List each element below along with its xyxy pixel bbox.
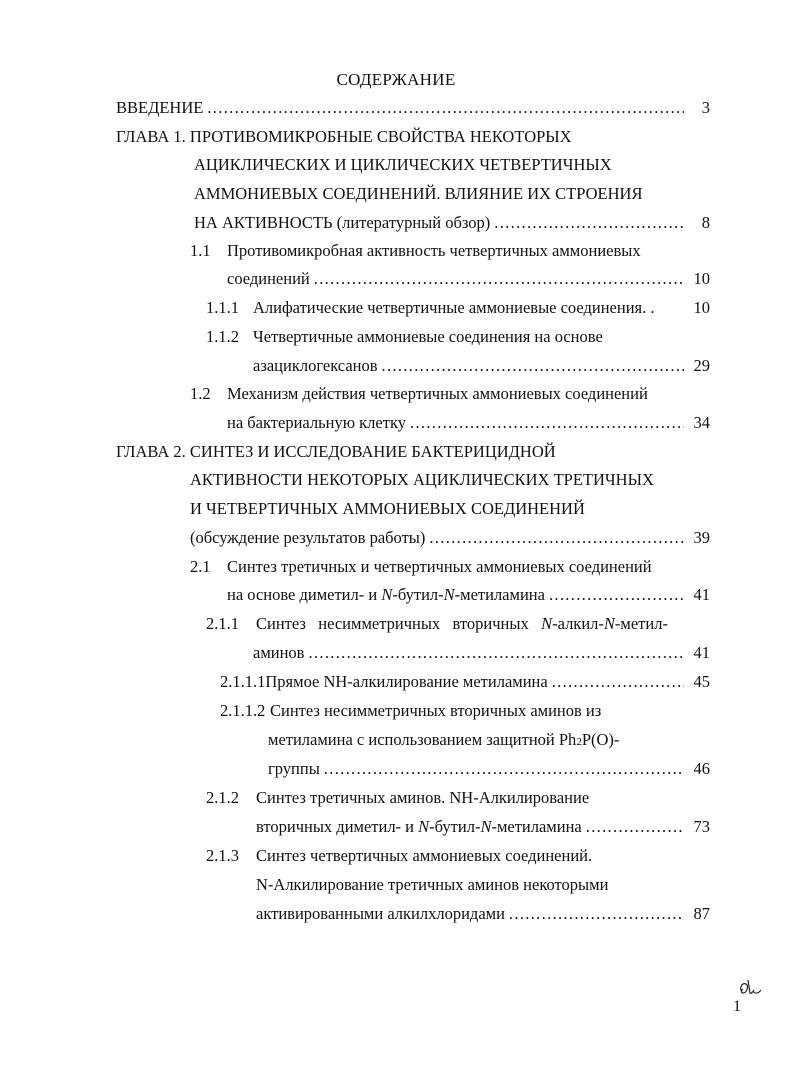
toc-page-number: 8 bbox=[701, 213, 710, 232]
toc-page-number: 39 bbox=[693, 528, 710, 547]
toc-section-2-1-2[interactable]: 2.1.2 Синтез третичных аминов. NH-Алкилирование bbox=[206, 788, 590, 807]
toc-chapter-2-title-line-2: АКТИВНОСТИ НЕКОТОРЫХ АЦИКЛИЧЕСКИХ ТРЕТИЧНЫХ bbox=[190, 470, 654, 489]
toc-section-2-1-1-2-line-2: метиламина с использованием защитной Ph 2 P(O)- bbox=[268, 730, 620, 749]
toc-page-number: 73 bbox=[693, 817, 710, 836]
toc-page-number: 29 bbox=[693, 356, 710, 375]
toc-chapter-1-title-line-2: АЦИКЛИЧЕСКИХ И ЦИКЛИЧЕСКИХ ЧЕТВЕРТИЧНЫХ bbox=[194, 155, 612, 174]
toc-section-1-2[interactable]: 1.2 Механизм действия четвертичных аммониевых соединений bbox=[190, 384, 648, 403]
toc-section-1-2-line-2: на бактериальную клетку . . . 34 bbox=[227, 411, 710, 435]
toc-chapter-1-title-line-4: НА АКТИВНОСТЬ (литературный обзор) . . . 8 bbox=[194, 211, 710, 235]
toc-section-1-1-line-2: соединений . . . 10 bbox=[227, 267, 710, 291]
toc-page-number: 3 bbox=[701, 98, 710, 117]
toc-chapter-1-title-line-3: АММОНИЕВЫХ СОЕДИНЕНИЙ. ВЛИЯНИЕ ИХ СТРОЕНИЯ bbox=[194, 184, 643, 203]
toc-section-2-1-1[interactable]: 2.1.1 Синтез несимметричных вторичных N-алкил-N-метил- bbox=[206, 614, 668, 633]
page-number: 1 bbox=[733, 998, 741, 1015]
toc-section-2-1-3[interactable]: 2.1.3 Синтез четвертичных аммониевых соединений. bbox=[206, 846, 593, 865]
toc-page-number: 87 bbox=[693, 904, 710, 923]
toc-page-number: 10 bbox=[693, 269, 710, 288]
handwritten-initials-mark bbox=[738, 978, 764, 998]
toc-page-number: 34 bbox=[693, 413, 710, 432]
toc-section-2-1-3-line-2: N-Алкилирование третичных аминов некоторыми bbox=[256, 875, 609, 894]
toc-section-1-1[interactable]: 1.1 Противомикробная активность четвертичных аммониевых bbox=[190, 241, 641, 260]
page-title: СОДЕРЖАНИЕ bbox=[336, 70, 456, 89]
toc-section-1-1-2[interactable]: 1.1.2 Четвертичные аммониевые соединения на основе bbox=[206, 327, 603, 346]
toc-chapter-2-title-line-3: И ЧЕТВЕРТИЧНЫХ АММОНИЕВЫХ СОЕДИНЕНИЙ bbox=[190, 499, 585, 518]
toc-section-1-1-2-line-2: азациклогексанов . . . 29 bbox=[253, 354, 710, 378]
toc-page-number: 41 bbox=[693, 585, 710, 604]
toc-chapter-2-title-line-1[interactable]: ГЛАВА 2. СИНТЕЗ И ИССЛЕДОВАНИЕ БАКТЕРИЦИДНОЙ bbox=[116, 442, 556, 461]
toc-section-2-1-1-line-2: аминов . . . 41 bbox=[253, 641, 710, 665]
toc-section-2-1[interactable]: 2.1 Синтез третичных и четвертичных аммониевых соединений bbox=[190, 557, 652, 576]
toc-section-2-1-1-1[interactable]: 2.1.1.1 Прямое NH-алкилирование метиламина . . . 45 bbox=[220, 670, 710, 694]
toc-section-1-1-1[interactable]: 1.1.1 Алифатические четвертичные аммониевые соединения. . 10 bbox=[206, 296, 710, 320]
toc-page-number: 45 bbox=[693, 672, 710, 691]
toc-page-number: 10 bbox=[693, 298, 710, 317]
toc-section-2-1-3-line-3: активированными алкилхлоридами . . . 87 bbox=[256, 902, 710, 926]
toc-section-2-1-1-2[interactable]: 2.1.1.2 Синтез несимметричных вторичных аминов из bbox=[220, 701, 602, 720]
toc-entry-introduction[interactable]: ВВЕДЕНИЕ . . . 3 bbox=[116, 96, 710, 120]
toc-section-2-1-2-line-2: вторичных диметил- и N-бутил-N-метиламина . . . 73 bbox=[256, 815, 710, 839]
toc-chapter-2-title-line-4: (обсуждение результатов работы) . . . 39 bbox=[190, 526, 710, 550]
toc-page-number: 46 bbox=[693, 759, 710, 778]
toc-section-2-1-line-2: на основе диметил- и N-бутил-N-метиламина . . . 41 bbox=[227, 583, 710, 607]
toc-page-number: 41 bbox=[693, 643, 710, 662]
toc-section-2-1-1-2-line-3: группы . . . 46 bbox=[268, 757, 710, 781]
toc-chapter-1-title-line-1[interactable]: ГЛАВА 1. ПРОТИВОМИКРОБНЫЕ СВОЙСТВА НЕКОТОРЫХ bbox=[116, 127, 572, 146]
